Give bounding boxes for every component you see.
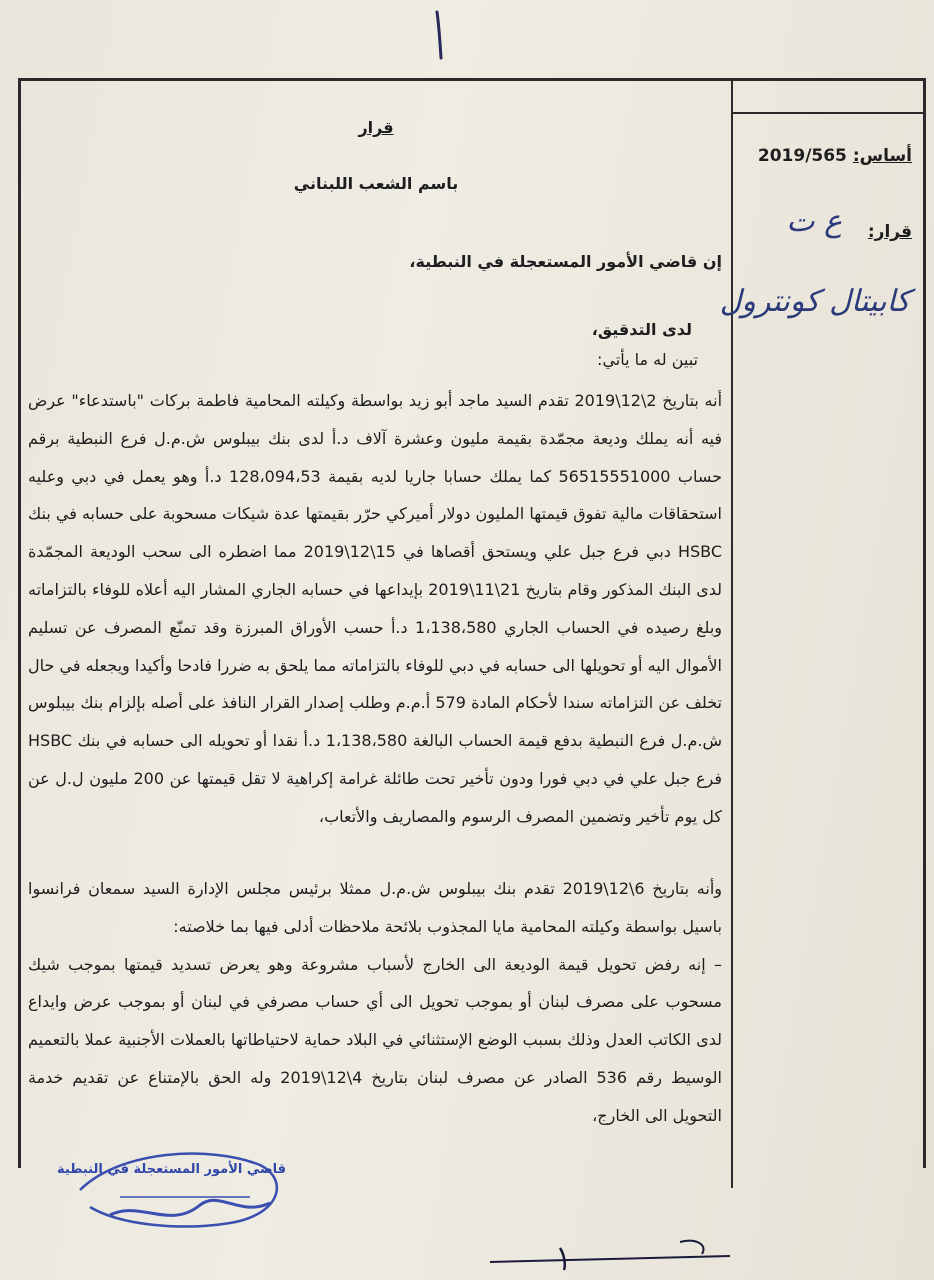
- basis-label: أساس:: [852, 146, 912, 166]
- frame-column-divider: [731, 78, 733, 1188]
- basis-value: 2019/565: [757, 146, 847, 166]
- review-line: لدى التدقيق،: [591, 320, 692, 339]
- frame-right-border: [923, 78, 926, 1168]
- paragraph-1: أنه بتاريخ 2\12\2019 تقدم السيد ماجد أبو زيد بواسطة وكيلته المحامية فاطمة بركات "باستدعاء" عرض فيه أنه يملك وديعة مجمّدة بقيمة مليون وعشرة آلاف د.أ لدى بنك بيبلوس ش.م.ل فرع النبطية برقم حساب 56515551000 كما يملك حسابا جاريا لديه بقيمة 128،094،53 د.أ وهو يعمل في دبي وعليه استحقاقات مالية تفوق قيمتها المليون دولار أميركي حرّر بقيمتها عدة شيكات مسحوبة على حسابه في بنك HSBC دبي فرع جبل علي ويستحق أقصاها في 15\12\2019 مما اضطره الى سحب الوديعة المجمّدة لدى البنك المذكور وقام بتاريخ 21\11\2019 بإيداعها في حسابه الجاري المشار اليه أعلاه للوفاء بالتزاماته وبلغ رصيده في الحساب الجاري 1،138،580 د.أ حسب الأوراق المبرزة وقد تمنّع المصرف عن تسليم الأموال اليه أو تحويلها الى حسابه في دبي للوفاء بالتزاماته مما يلحق به ضررا فادحا وأكيدا ويجعله في حال تخلف عن التزاماته سندا لأحكام المادة 579 أ.م.م وطلب إصدار القرار النافذ على أصله بإلزام بنك بيبلوس ش.م.ل فرع النبطية بدفع قيمة الحساب البالغة 1،138،580 د.أ نقدا أو تحويله الى حسابه في بنك HSBC فرع جبل علي في دبي فورا ودون تأخير تحت طائلة غرامة إكراهية لا تقل قيمتها عن 200 مليون ل.ل عن كل يوم تأخير وتضمين المصرف الرسوم والمصاريف والأتعاب،: [28, 391, 723, 826]
- basis-row: [758, 146, 912, 166]
- frame-left-border: [18, 78, 21, 1168]
- page-number-mark: [425, 4, 455, 64]
- paragraph-2: [28, 870, 722, 1135]
- paragraph-2-text: وأنه بتاريخ 6\12\2019 تقدم بنك بيبلوس ش.م.ل ممثلا برئيس مجلس الإدارة السيد سمعان فرانسوا باسيل بواسطة وكيلته المحامية مايا المجذوب بلائحة ملاحظات أدلى فيها بما خلاصته:: [28, 879, 722, 936]
- decision-label: قرار:: [867, 222, 912, 242]
- side-column: [719, 114, 922, 514]
- bottom-signature: [480, 1228, 740, 1272]
- intro-line: تبين له ما يأتي:: [597, 350, 698, 369]
- document-title: قرار: [358, 118, 394, 137]
- document-subtitle: باسم الشعب اللبناني: [293, 174, 459, 193]
- decision-handwritten-value: ع ت: [786, 204, 842, 239]
- stamp-text: قاضي الأمور المستعجلة في النبطية: [57, 1162, 286, 1177]
- judge-line: إن قاضي الأمور المستعجلة في النبطية،: [409, 252, 722, 271]
- main-column: [24, 82, 728, 1162]
- handwritten-note: كابيتال كونترول: [719, 284, 910, 319]
- court-stamp-signature: [57, 1145, 300, 1235]
- bullet-item-1: – إنه رفض تحويل قيمة الوديعة الى الخارج لأسباب مشروعة وهو يعرض تسديد قيمتها بموجب شيك مسحوب على مصرف لبنان أو بموجب تحويل الى أي حساب مصرفي في لبنان أو بموجب عرض وايداع لدى الكاتب العدل وذلك بسبب الوضع الإستثنائي في البلاد حماية لاحتياطاتها بالعملات الأجنبية عملا بالتعميم الوسيط رقم 536 الصادر عن مصرف لبنان بتاريخ 4\12\2019 وله الحق بالإمتناع عن تقديم خدمة التحويل الى الخارج،: [28, 954, 722, 1125]
- frame-top-border: [18, 78, 926, 81]
- decision-row: [868, 222, 912, 242]
